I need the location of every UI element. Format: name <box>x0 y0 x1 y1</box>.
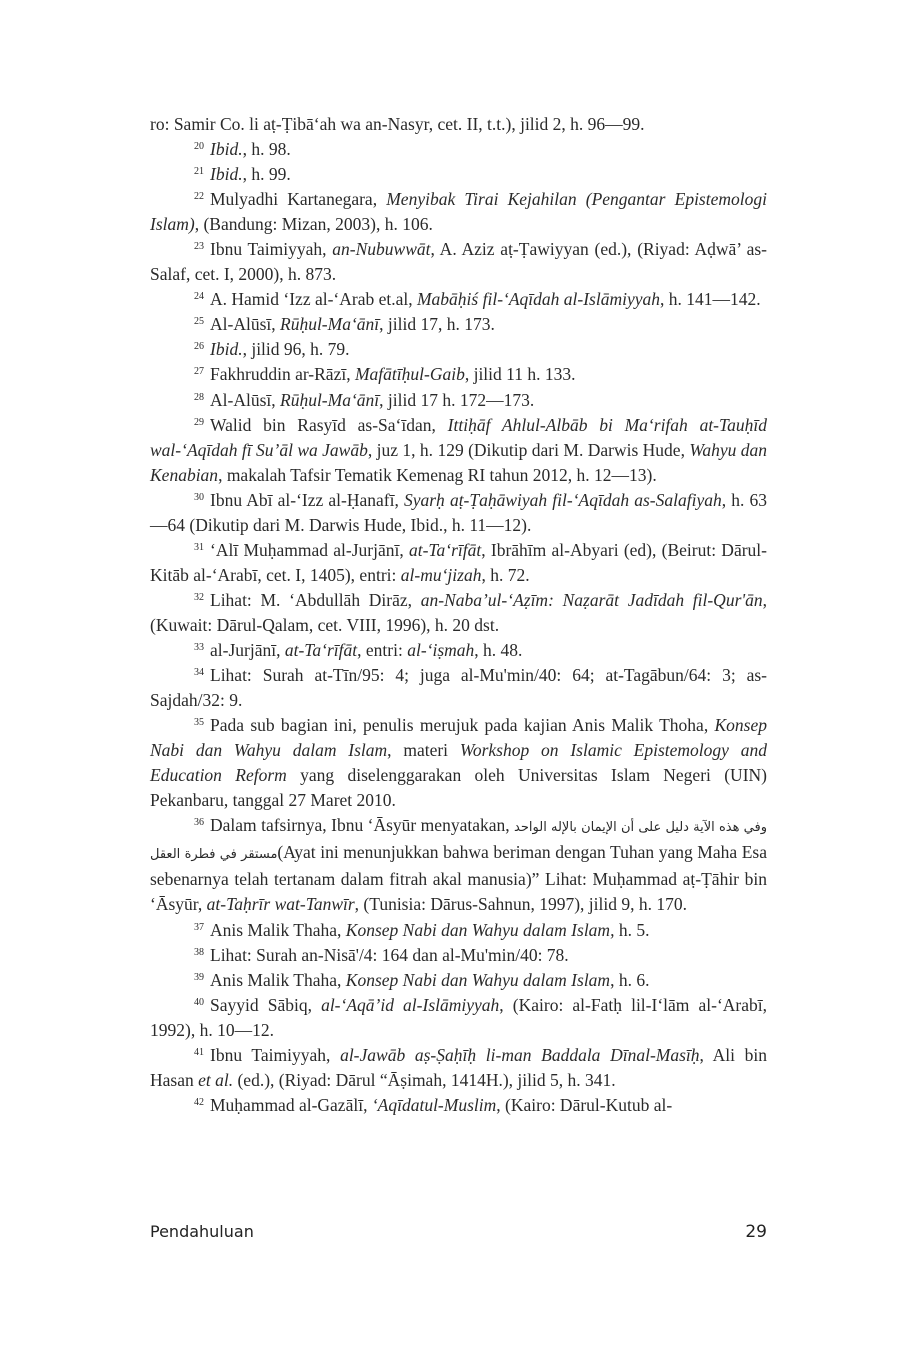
footnote-text: Al-Alūsī, <box>210 389 280 410</box>
footnote-text: Ibnu Taimiyyah, <box>210 1044 341 1065</box>
footnote-text: , A. Aziz aṭ-Ṭawiyyan (ed.), (Riyad: Aḍwā’ as-Salaf, cet. I, 2000), h. 873. <box>150 239 767 285</box>
footnote-29 <box>150 413 767 488</box>
footnote-title: al-mu‘jizah <box>400 564 482 585</box>
footnote-title: Mafātīḥul-Gaib <box>354 364 465 385</box>
footnote-title: Mabāḥiś fil-‘Aqīdah al-Islāmiyyah <box>416 289 661 310</box>
footnote-27 <box>150 362 767 387</box>
footnote-title: Konsep Nabi dan Wahyu dalam Islam <box>150 715 767 761</box>
footnote-title: Rūḥul-Ma‘ānī <box>280 389 380 410</box>
footnote-text: , jilid 96, h. 79. <box>242 339 350 360</box>
footnote-text: Anis Malik Thaha, <box>210 969 346 990</box>
footnote-title: Ibid. <box>210 339 243 360</box>
footnote-number: 24 <box>194 291 204 303</box>
footnote-number: 28 <box>194 391 204 403</box>
footnote-text: h. 5. <box>614 919 650 940</box>
footnote-text: yang diselenggarakan oleh Universitas Islam Negeri (UIN) Pekanbaru, tanggal 27 Maret 2010. <box>150 765 767 811</box>
footnote-number: 40 <box>194 996 204 1008</box>
footnote-text: , h. 6. <box>610 969 650 990</box>
running-footer-section: Pendahuluan <box>150 1222 254 1241</box>
footnote-number: 41 <box>194 1046 204 1058</box>
footnote-title: al-Jawāb aṣ-Ṣaḥīḥ li-man Baddala Dīnal-Masīḥ <box>340 1044 700 1065</box>
footnote-number: 31 <box>194 541 204 553</box>
footnote-39 <box>150 968 767 993</box>
footnote-text: Lihat: M. ‘Abdullāh Dirāz, <box>210 589 421 610</box>
footnote-35 <box>150 713 767 813</box>
footnote-text: , (Kairo: Dārul-Kutub al- <box>496 1094 673 1115</box>
footnote-28 <box>150 388 767 413</box>
footnote-33 <box>150 638 767 663</box>
footnote-text: Sayyid Sābiq, <box>210 994 322 1015</box>
footnote-title: at-Ta‘rīfāt <box>408 539 482 560</box>
footnote-title: Konsep Nabi dan Wahyu dalam Islam <box>345 969 611 990</box>
footnote-number: 37 <box>194 921 204 933</box>
footnote-41 <box>150 1043 767 1093</box>
footnote-number: 36 <box>194 817 204 829</box>
footnote-text: Fakhruddin ar-Rāzī, <box>210 364 355 385</box>
footnote-text: , juz 1, h. 129 (Dikutip dari M. Darwis Hude, <box>367 439 690 460</box>
footnote-text: A. Hamid ‘Izz al-‘Arab et.al, <box>210 289 417 310</box>
footnote-title: Wahyu dan Kenabian <box>150 439 767 485</box>
footnote-25 <box>150 312 767 337</box>
footnote-number: 27 <box>194 366 204 378</box>
footnote-text: (Ayat ini menunjukkan bahwa beriman dengan Tuhan yang Maha Esa sebenarnya telah tertanam dalam fitrah akal manusia)” Lihat: Muḥammad aṭ-Ṭāhir bin ‘Āsyūr, <box>150 842 767 915</box>
footnote-title: Syarḥ aṭ-Ṭaḥāwiyah fil-‘Aqīdah as-Salafiyah <box>403 489 722 510</box>
footnote-text: , entri: <box>357 639 408 660</box>
footnote-title: et al. <box>198 1069 234 1090</box>
footnote-text: Ibnu Taimiyyah, <box>210 239 333 260</box>
footnote-title: at-Taḥrīr wat-Tanwīr <box>206 894 355 915</box>
footnote-text: , h. 99. <box>242 164 291 185</box>
footnote-32 <box>150 588 767 638</box>
footnote-number: 30 <box>194 491 204 503</box>
footnote-40 <box>150 993 767 1043</box>
footnote-title: Konsep Nabi dan Wahyu dalam Islam, <box>345 919 615 940</box>
footnote-number: 32 <box>194 591 204 603</box>
footnote-23 <box>150 237 767 287</box>
footnote-24 <box>150 287 767 312</box>
footnote-text: Ibnu Abī al-‘Izz al-Ḥanafī, <box>210 489 404 510</box>
footnote-title: at-Ta‘rīfāt <box>284 639 358 660</box>
footnote-42 <box>150 1093 767 1118</box>
footnote-text: , (Kairo: al-Fatḥ lil-I‘lām al-‘Arabī, 1992), h. 10—12. <box>150 994 768 1040</box>
footnote-text: , makalah Tafsir Tematik Kemenag RI tahun 2012, h. 12—13). <box>218 464 657 485</box>
footnote-text: , Ibrāhīm al-Abyari (ed), (Beirut: Dārul-Kitāb al-‘Arabī, cet. I, 1405), entri: <box>150 539 767 585</box>
footnote-text: , h. 72. <box>481 564 530 585</box>
footnote-text: Al-Alūsī, <box>210 314 280 335</box>
footnote-number: 20 <box>194 141 204 153</box>
footnote-text: , h. 63—64 (Dikutip dari M. Darwis Hude, Ibid., h. 11—12). <box>150 489 767 535</box>
footnote-text: , (Bandung: Mizan, 2003), h. 106. <box>194 214 433 235</box>
footnote-31 <box>150 538 767 588</box>
footnote-text: , (Tunisia: Dārus-Sahnun, 1997), jilid 9, h. 170. <box>354 894 688 915</box>
footnote-title: al-‘iṣmah <box>407 639 475 660</box>
footnote-title: Ibid. <box>210 139 243 160</box>
footnote-21 <box>150 162 767 187</box>
footnote-text: ‘Alī Muḥammad al-Jurjānī, <box>210 539 409 560</box>
footnote-number: 21 <box>194 166 204 178</box>
footnote-text: , (Kuwait: Dārul-Qalam, cet. VIII, 1996), h. 20 dst. <box>150 589 767 635</box>
footnote-text: , h. 48. <box>474 639 523 660</box>
footnote-text: , jilid 11 h. 133. <box>464 364 576 385</box>
footnote-continuation <box>150 112 767 137</box>
footnote-text: (ed.), (Riyad: Dārul “Āṣimah, 1414H.), jilid 5, h. 341. <box>233 1069 616 1090</box>
footnote-number: 25 <box>194 316 204 328</box>
footnote-text: al-Jurjānī, <box>210 639 285 660</box>
footnote-37 <box>150 918 767 943</box>
footnote-number: 29 <box>194 416 204 428</box>
footnote-title: Menyibak Tirai Kejahilan (Pengantar Epistemologi Islam) <box>150 189 767 235</box>
footnote-number: 38 <box>194 946 204 958</box>
arabic-quote: وفي هذه الآية دليل على أن الإيمان بالإله الواحد مستقر في فطرة العقل <box>150 820 767 863</box>
footnote-text: Dalam tafsirnya, Ibnu ‘Āsyūr menyatakan, <box>210 815 515 836</box>
footnote-number: 33 <box>194 641 204 653</box>
footnote-26 <box>150 337 767 362</box>
footnote-text: , h. 98. <box>242 139 291 160</box>
footnote-title: Ittiḥāf Ahlul-Albāb bi Ma‘rifah at-Tauḥīd wal-‘Aqīdah fī Su’āl wa Jawāb <box>150 414 767 460</box>
footnote-title: an-Nubuwwāt <box>332 239 431 260</box>
footnote-22 <box>150 187 767 237</box>
footnote-number: 23 <box>194 241 204 253</box>
footnote-text: Mulyadhi Kartanegara, <box>210 189 387 210</box>
footnote-number: 39 <box>194 971 204 983</box>
footnote-text: Anis Malik Thaha, <box>210 919 346 940</box>
footnote-title: an-Naba’ul-‘Aẓīm: Naẓarāt Jadīdah fil-Qur'ān <box>420 589 763 610</box>
footnote-text: , Ali bin Hasan <box>150 1044 767 1090</box>
page-number: 29 <box>745 1222 767 1242</box>
footnotes <box>150 112 767 1118</box>
footnote-title: Rūḥul-Ma‘ānī <box>280 314 380 335</box>
footnote-title: ‘Aqīdatul-Muslim <box>371 1094 497 1115</box>
footnote-number: 35 <box>194 717 204 729</box>
footnote-text: Muḥammad al-Gazālī, <box>210 1094 372 1115</box>
footnote-title: Ibid. <box>210 164 243 185</box>
footnote-title: al-‘Aqā’id al-Islāmiyyah <box>321 994 500 1015</box>
footnote-number: 34 <box>194 667 204 679</box>
footnote-38 <box>150 943 767 968</box>
footnote-title: Workshop on Islamic Epistemology and Education Reform <box>150 740 767 786</box>
footnote-text: , jilid 17 h. 172—173. <box>379 389 535 410</box>
footnote-number: 22 <box>194 191 204 203</box>
footnote-number: 26 <box>194 341 204 353</box>
footnote-text: ro: Samir Co. li aṭ-Ṭibā‘ah wa an-Nasyr, cet. II, t.t.), jilid 2, h. 96—99. <box>150 114 645 134</box>
footnote-36 <box>150 813 767 917</box>
footnote-text: Pada sub bagian ini, penulis merujuk pada kajian Anis Malik Thoha, <box>210 715 715 736</box>
footnote-text: Lihat: Surah at-Tīn/95: 4; juga al-Mu'min/40: 64; at-Tagābun/64: 3; as-Sajdah/32: 9. <box>150 665 767 711</box>
footnote-number: 42 <box>194 1096 204 1108</box>
footnote-30 <box>150 488 767 538</box>
footnote-34 <box>150 663 767 713</box>
footnote-text: Walid bin Rasyīd as-Sa‘īdan, <box>210 414 448 435</box>
footnote-text: , h. 141—142. <box>660 289 761 310</box>
footnote-text: , jilid 17, h. 173. <box>379 314 495 335</box>
footnote-text: , materi <box>387 740 460 761</box>
footnote-text: Lihat: Surah an-Nisā'/4: 164 dan al-Mu'min/40: 78. <box>210 944 569 965</box>
footnote-20 <box>150 137 767 162</box>
